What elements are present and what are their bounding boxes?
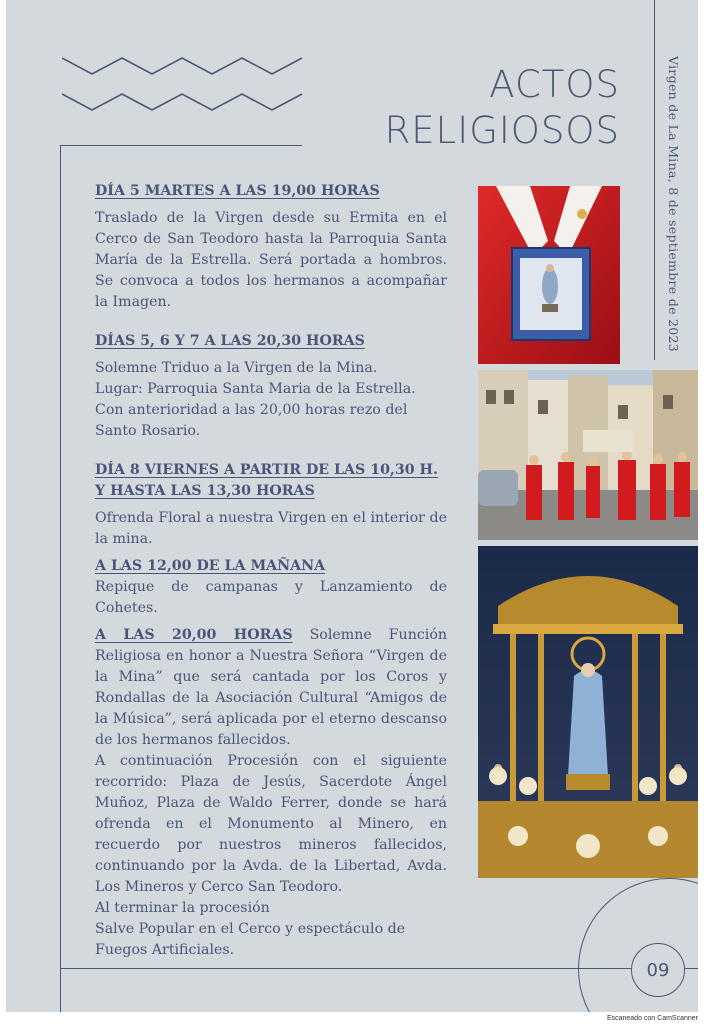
decorative-left-vertical-line	[60, 145, 61, 1012]
scanner-watermark: Escaneado con CamScanner	[606, 1015, 698, 1022]
section-heading-line-2: Y HASTA LAS 13,30 HORAS	[95, 483, 315, 499]
text-line: Con anterioridad a las 20,00 horas rezo del Santo Rosario.	[95, 402, 408, 439]
decorative-large-circle	[578, 878, 698, 1012]
main-text	[95, 181, 447, 961]
section-day-5	[95, 181, 447, 313]
decorative-title-underline	[60, 145, 302, 146]
virgin-throne-photo	[478, 546, 698, 878]
side-caption: Virgen de La Mina, 8 de septiembre de 2023	[666, 56, 681, 353]
procession-text: A continuación Procesión con el siguiente recorrido: Plaza de Jesús, Sacerdote Ángel Muñoz, Plaza de Waldo Ferrer, donde se hará ofrenda en el Monumento al Minero, en recuerdo por nuestros mineros fallecidos, continuando por la Avda. de la Libertad, Avda. Los Mineros y Cerco San Teodoro.	[95, 753, 447, 895]
closing-line-1: Al terminar la procesión	[95, 900, 270, 916]
section-heading: DÍA 5 MARTES A LAS 19,00 HORAS	[95, 183, 380, 199]
section-day-8	[95, 460, 447, 961]
decorative-right-vertical-line	[654, 0, 655, 360]
page-title	[385, 62, 620, 154]
section-days-5-6-7	[95, 331, 447, 442]
title-line-2: RELIGIOSOS	[384, 109, 620, 152]
section-heading: DÍAS 5, 6 Y 7 A LAS 20,30 HORAS	[95, 333, 365, 349]
text-line: Solemne Triduo a la Virgen de la Mina.	[95, 360, 378, 376]
subsection-heading-evening: A LAS 20,00 HORAS	[95, 627, 293, 643]
street-procession-photo	[478, 370, 698, 540]
subsection-heading-noon: A LAS 12,00 DE LA MAÑANA	[95, 558, 326, 574]
page-number: 09	[631, 943, 685, 997]
zigzag-ornament	[62, 54, 307, 124]
subsection-evening	[95, 625, 447, 751]
subsection-text-evening: Solemne Función Religiosa en honor a Nuestra Señora “Virgen de la Mina” que será cantada por los Coros y Rondallas de la Asociación Cultural “Amigos de la Música”, será aplicada por el eterno descanso de los hermanos fallecidos.	[95, 627, 447, 748]
scapular-photo	[478, 186, 620, 364]
title-line-1: ACTOS	[489, 63, 620, 106]
section-text: Ofrenda Floral a nuestra Virgen en el interior de la mina.	[95, 510, 447, 547]
document-page	[6, 0, 698, 1012]
section-text: Traslado de la Virgen desde su Ermita en el Cerco de San Teodoro hasta la Parroquia Santa María de la Estrella. Será portada a hombros. Se convoca a todos los hermanos a acompañar la Imagen.	[95, 210, 447, 310]
text-line: Lugar: Parroquia Santa Maria de la Estrella.	[95, 381, 416, 397]
closing-line-2: Salve Popular en el Cerco y espectáculo de Fuegos Artificiales.	[95, 921, 406, 958]
section-text	[95, 358, 447, 442]
section-heading-line-1: DÍA 8 VIERNES A PARTIR DE LAS 10,30 H.	[95, 462, 438, 478]
subsection-text-noon: Repique de campanas y Lanzamiento de Cohetes.	[95, 579, 447, 616]
